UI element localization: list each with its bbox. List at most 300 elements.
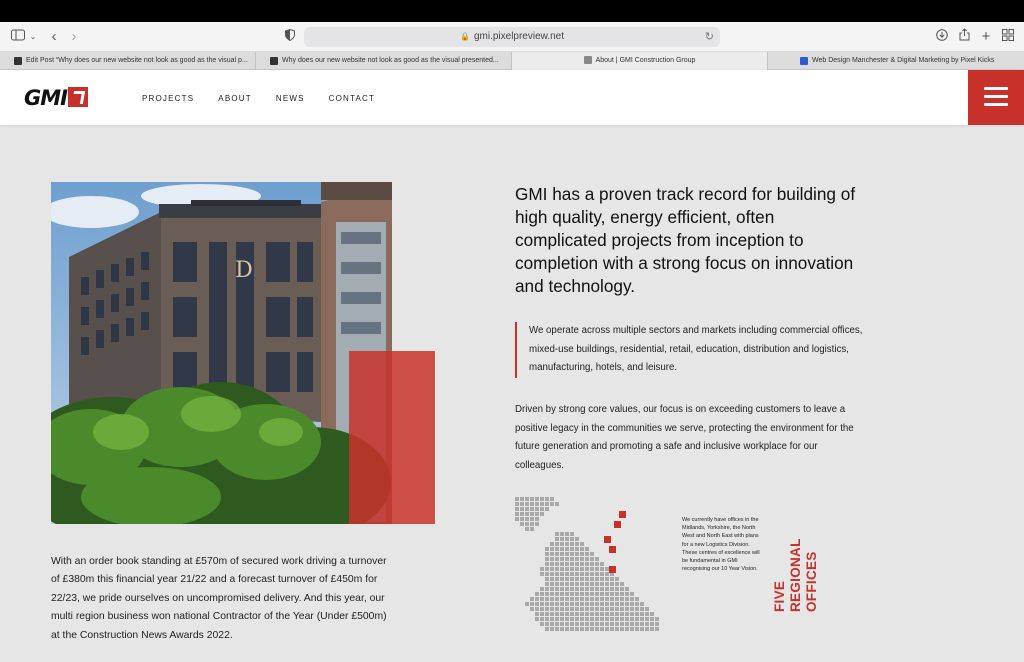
- building-sign-letter: D: [235, 258, 253, 283]
- map-dot: [570, 547, 574, 551]
- main-nav: [142, 94, 375, 103]
- site-header: [0, 70, 1024, 125]
- map-dot: [590, 602, 594, 606]
- map-dot: [620, 627, 624, 631]
- map-dot: [585, 582, 589, 586]
- map-dot: [595, 617, 599, 621]
- map-dot: [605, 607, 609, 611]
- map-dot: [570, 627, 574, 631]
- map-dot: [570, 532, 574, 536]
- map-dot: [550, 612, 554, 616]
- map-dot: [520, 522, 524, 526]
- map-dot: [600, 607, 604, 611]
- map-dot: [570, 537, 574, 541]
- map-dot: [525, 502, 529, 506]
- map-dot: [640, 627, 644, 631]
- map-dot: [530, 602, 534, 606]
- map-dot: [620, 582, 624, 586]
- map-dot: [590, 592, 594, 596]
- map-dot: [570, 572, 574, 576]
- map-dot: [525, 602, 529, 606]
- map-dot: [545, 502, 549, 506]
- building-photo: [51, 182, 392, 524]
- map-dot: [625, 612, 629, 616]
- map-dot: [565, 587, 569, 591]
- map-dot: [550, 577, 554, 581]
- sidebar-icon[interactable]: [10, 28, 26, 46]
- map-dot: [535, 522, 539, 526]
- map-dot: [515, 517, 519, 521]
- map-dot: [610, 627, 614, 631]
- tab-label: Why does our new website not look as good as the visual presented...: [282, 57, 499, 64]
- map-dot: [550, 622, 554, 626]
- map-dot: [590, 557, 594, 561]
- map-dot: [550, 502, 554, 506]
- map-dot: [565, 607, 569, 611]
- logo-mark-icon: [68, 87, 88, 107]
- map-dot: [535, 502, 539, 506]
- map-dot: [590, 567, 594, 571]
- map-dot: [565, 597, 569, 601]
- map-dot: [630, 602, 634, 606]
- map-dot: [575, 562, 579, 566]
- map-dot: [545, 602, 549, 606]
- map-dot: [625, 587, 629, 591]
- map-dot: [565, 612, 569, 616]
- map-dot: [520, 512, 524, 516]
- map-dot: [625, 592, 629, 596]
- map-dot: [555, 557, 559, 561]
- tab-why-does[interactable]: [256, 52, 512, 70]
- map-dot: [545, 507, 549, 511]
- map-dot: [560, 562, 564, 566]
- map-dot: [595, 602, 599, 606]
- map-dot: [545, 627, 549, 631]
- map-dot: [590, 552, 594, 556]
- map-dot: [590, 612, 594, 616]
- map-dot: [585, 552, 589, 556]
- share-icon[interactable]: [957, 28, 971, 46]
- map-dot: [560, 617, 564, 621]
- map-dot: [550, 597, 554, 601]
- map-dot: [570, 617, 574, 621]
- map-dot: [580, 567, 584, 571]
- map-dot: [550, 572, 554, 576]
- map-dot: [530, 517, 534, 521]
- map-dot: [545, 562, 549, 566]
- map-dot: [545, 567, 549, 571]
- map-dot: [520, 517, 524, 521]
- map-dot: [540, 502, 544, 506]
- map-dot: [595, 557, 599, 561]
- map-dot: [610, 597, 614, 601]
- map-dot: [615, 622, 619, 626]
- map-dot: [605, 622, 609, 626]
- map-dot: [615, 592, 619, 596]
- map-dot: [655, 622, 659, 626]
- map-dot: [525, 512, 529, 516]
- map-dot: [595, 622, 599, 626]
- map-dot: [575, 577, 579, 581]
- map-dot: [570, 562, 574, 566]
- map-dot: [650, 617, 654, 621]
- map-dot: [550, 567, 554, 571]
- map-dot: [610, 582, 614, 586]
- map-dot: [595, 572, 599, 576]
- map-dot: [630, 617, 634, 621]
- map-dot: [550, 592, 554, 596]
- nav-about[interactable]: ABOUT: [218, 94, 252, 103]
- map-dot: [540, 592, 544, 596]
- map-dot: [635, 607, 639, 611]
- offices-label: [772, 506, 828, 612]
- map-dot: [640, 617, 644, 621]
- map-dot: [585, 577, 589, 581]
- tab-overview-icon[interactable]: [1000, 28, 1016, 46]
- map-dot: [570, 607, 574, 611]
- map-dot: [570, 582, 574, 586]
- map-dot: [560, 557, 564, 561]
- map-dot: [555, 567, 559, 571]
- map-dot: [550, 497, 554, 501]
- map-dot: [560, 547, 564, 551]
- map-dot: [600, 567, 604, 571]
- map-dot: [635, 602, 639, 606]
- map-dot: [555, 627, 559, 631]
- map-dot: [530, 527, 534, 531]
- map-dot: [620, 622, 624, 626]
- map-dot: [545, 552, 549, 556]
- map-dot: [615, 607, 619, 611]
- map-dot: [625, 617, 629, 621]
- map-dot: [585, 587, 589, 591]
- map-dot: [575, 587, 579, 591]
- map-dot: [545, 547, 549, 551]
- map-dot: [575, 542, 579, 546]
- map-dot: [575, 537, 579, 541]
- new-tab-icon[interactable]: +: [981, 28, 991, 45]
- map-dot: [635, 627, 639, 631]
- map-dot: [555, 542, 559, 546]
- map-dot: [535, 612, 539, 616]
- map-dot: [555, 532, 559, 536]
- pixel-kicks-favicon-icon: [800, 57, 808, 65]
- nav-news[interactable]: NEWS: [275, 94, 305, 103]
- map-dot: [580, 617, 584, 621]
- map-dot: [555, 612, 559, 616]
- map-dot: [530, 502, 534, 506]
- sectors-quote: We operate across multiple sectors and markets including commercial offices, mixed-use buildings, residential, retail, education, distribution and logistics, manufacturing, hotels, and leisure.: [515, 322, 865, 378]
- map-dot: [575, 597, 579, 601]
- address-bar[interactable]: [304, 27, 720, 47]
- map-dot: [580, 607, 584, 611]
- map-dot: [575, 627, 579, 631]
- nav-projects[interactable]: PROJECTS: [142, 94, 195, 103]
- map-dot: [520, 497, 524, 501]
- map-dot: [590, 562, 594, 566]
- map-dot: [585, 572, 589, 576]
- tab-edit-post[interactable]: [0, 52, 256, 70]
- map-dot: [620, 602, 624, 606]
- office-marker: [609, 546, 616, 553]
- map-dot: [570, 552, 574, 556]
- hamburger-icon: [984, 87, 1008, 90]
- map-dot: [545, 592, 549, 596]
- map-dot: [590, 622, 594, 626]
- map-dot: [610, 607, 614, 611]
- map-dot: [610, 612, 614, 616]
- map-dot: [540, 617, 544, 621]
- map-dot: [615, 582, 619, 586]
- map-dot: [560, 592, 564, 596]
- map-dot: [600, 577, 604, 581]
- map-dot: [620, 592, 624, 596]
- map-dot: [540, 507, 544, 511]
- map-dot: [545, 497, 549, 501]
- map-dot: [620, 597, 624, 601]
- map-dot: [615, 612, 619, 616]
- map-dot: [560, 537, 564, 541]
- map-dot: [570, 567, 574, 571]
- map-dot: [600, 602, 604, 606]
- map-dot: [570, 602, 574, 606]
- map-dot: [610, 617, 614, 621]
- map-dot: [570, 587, 574, 591]
- map-dot: [610, 577, 614, 581]
- map-dot: [535, 607, 539, 611]
- map-dot: [625, 627, 629, 631]
- map-dot: [555, 577, 559, 581]
- map-dot: [560, 542, 564, 546]
- reload-icon[interactable]: ↻: [704, 31, 714, 43]
- offices-label-text: FIVE REGIONAL OFFICES: [772, 538, 819, 612]
- map-dot: [550, 562, 554, 566]
- map-dot: [545, 607, 549, 611]
- uk-office-map: [515, 497, 675, 632]
- map-dot: [650, 612, 654, 616]
- map-dot: [590, 587, 594, 591]
- map-dot: [535, 602, 539, 606]
- map-dot: [565, 572, 569, 576]
- map-dot: [620, 617, 624, 621]
- map-dot: [550, 542, 554, 546]
- map-dot: [530, 597, 534, 601]
- map-dot: [555, 597, 559, 601]
- os-top-bar: [0, 0, 1024, 22]
- map-dot: [560, 602, 564, 606]
- map-dot: [575, 607, 579, 611]
- map-dot: [570, 577, 574, 581]
- map-dot: [615, 587, 619, 591]
- map-dot: [535, 512, 539, 516]
- map-dot: [615, 597, 619, 601]
- map-dot: [605, 627, 609, 631]
- map-dot: [640, 612, 644, 616]
- map-dot: [635, 622, 639, 626]
- map-dot: [580, 582, 584, 586]
- map-dot: [565, 542, 569, 546]
- map-dot: [515, 497, 519, 501]
- map-dot: [590, 577, 594, 581]
- tab-label: Web Design Manchester & Digital Marketing by Pixel Kicks: [812, 57, 995, 64]
- map-dot: [565, 627, 569, 631]
- map-dot: [645, 607, 649, 611]
- map-dot: [615, 577, 619, 581]
- map-dot: [540, 602, 544, 606]
- map-dot: [565, 547, 569, 551]
- back-icon[interactable]: ‹: [51, 28, 57, 45]
- map-dot: [630, 592, 634, 596]
- values-paragraph: Driven by strong core values, our focus is on exceeding customers to leave a positive legacy in the communities we serve, protecting the environment for the future generation and promoting a safe and inclusive workplace for our colleagues.: [515, 404, 854, 471]
- map-dot: [560, 587, 564, 591]
- map-dot: [655, 617, 659, 621]
- map-dot: [540, 607, 544, 611]
- map-dot: [600, 627, 604, 631]
- nav-contact[interactable]: CONTACT: [328, 94, 376, 103]
- map-dot: [595, 582, 599, 586]
- map-dot: [590, 597, 594, 601]
- download-icon[interactable]: [935, 28, 949, 46]
- map-dot: [555, 607, 559, 611]
- map-dot: [540, 497, 544, 501]
- map-dot: [630, 627, 634, 631]
- map-dot: [615, 602, 619, 606]
- map-dot: [515, 507, 519, 511]
- map-dot: [560, 577, 564, 581]
- map-dot: [575, 622, 579, 626]
- browser-tab-strip: [0, 52, 1024, 70]
- map-dot: [560, 612, 564, 616]
- map-dot: [640, 607, 644, 611]
- tab-pixel-kicks[interactable]: [768, 52, 1024, 70]
- map-dot: [530, 522, 534, 526]
- map-dot: [635, 617, 639, 621]
- map-dot: [565, 552, 569, 556]
- map-dot: [545, 622, 549, 626]
- map-dot: [605, 602, 609, 606]
- map-dot: [595, 597, 599, 601]
- map-dot: [565, 532, 569, 536]
- map-dot: [615, 627, 619, 631]
- map-dot: [600, 592, 604, 596]
- map-dot: [655, 627, 659, 631]
- map-dot: [585, 627, 589, 631]
- tab-label: Edit Post “Why does our new website not look as good as the visual p...: [26, 57, 248, 64]
- map-dot: [550, 602, 554, 606]
- map-dot: [550, 557, 554, 561]
- map-dot: [525, 497, 529, 501]
- map-dot: [575, 582, 579, 586]
- map-dot: [565, 622, 569, 626]
- map-dot: [625, 607, 629, 611]
- map-dot: [545, 587, 549, 591]
- map-dot: [560, 582, 564, 586]
- uk-dot-map-icon: [515, 497, 675, 632]
- map-dot: [580, 602, 584, 606]
- map-dot: [555, 602, 559, 606]
- map-dot: [545, 577, 549, 581]
- map-dot: [540, 612, 544, 616]
- map-dot: [600, 612, 604, 616]
- map-dot: [580, 622, 584, 626]
- map-dot: [555, 537, 559, 541]
- map-dot: [570, 557, 574, 561]
- map-dot: [545, 557, 549, 561]
- forward-icon[interactable]: ›: [71, 28, 77, 45]
- map-dot: [535, 617, 539, 621]
- map-dot: [625, 622, 629, 626]
- map-dot: [540, 587, 544, 591]
- map-dot: [630, 607, 634, 611]
- map-dot: [520, 507, 524, 511]
- map-dot: [580, 547, 584, 551]
- map-dot: [555, 592, 559, 596]
- map-dot: [600, 597, 604, 601]
- map-dot: [645, 622, 649, 626]
- shield-icon[interactable]: [284, 28, 296, 46]
- map-note: We currently have offices in the Midlands, Yorkshire, the North West and North East with plans for a new Logistics Division. These centres of excellence will be fundamental in GMI recognising our 10 Year Vision.: [682, 517, 760, 573]
- map-dot: [560, 567, 564, 571]
- map-dot: [545, 597, 549, 601]
- map-dot: [570, 542, 574, 546]
- tab-label: About | GMI Construction Group: [595, 57, 696, 64]
- map-dot: [620, 607, 624, 611]
- map-dot: [565, 582, 569, 586]
- map-dot: [630, 612, 634, 616]
- map-dot: [565, 537, 569, 541]
- map-dot: [610, 602, 614, 606]
- map-dot: [650, 627, 654, 631]
- map-dot: [635, 597, 639, 601]
- map-dot: [580, 587, 584, 591]
- chevron-down-icon[interactable]: ⌄: [29, 32, 37, 41]
- map-dot: [525, 527, 529, 531]
- map-dot: [560, 607, 564, 611]
- map-dot: [595, 592, 599, 596]
- tab-about-gmi[interactable]: [512, 52, 768, 70]
- map-dot: [590, 607, 594, 611]
- map-dot: [580, 557, 584, 561]
- map-dot: [535, 507, 539, 511]
- menu-button[interactable]: [968, 70, 1024, 125]
- map-dot: [610, 587, 614, 591]
- map-dot: [555, 562, 559, 566]
- office-marker: [604, 536, 611, 543]
- map-dot: [515, 512, 519, 516]
- map-dot: [560, 552, 564, 556]
- map-dot: [585, 597, 589, 601]
- map-dot: [525, 517, 529, 521]
- map-dot: [570, 597, 574, 601]
- map-dot: [580, 577, 584, 581]
- gmi-logo[interactable]: [24, 87, 88, 109]
- map-dot: [545, 612, 549, 616]
- map-dot: [585, 612, 589, 616]
- wordpress-favicon-icon: [14, 57, 22, 65]
- page-headline: GMI has a proven track record for building of high quality, energy efficient, often complicated projects from inception to completion with a strong focus on innovation and technology.: [515, 184, 856, 296]
- map-dot: [565, 617, 569, 621]
- map-dot: [630, 622, 634, 626]
- map-dot: [575, 602, 579, 606]
- map-dot: [540, 512, 544, 516]
- map-dot: [525, 522, 529, 526]
- map-dot: [555, 617, 559, 621]
- map-dot: [560, 532, 564, 536]
- map-dot: [600, 562, 604, 566]
- map-dot: [545, 582, 549, 586]
- map-dot: [580, 542, 584, 546]
- map-dot: [600, 582, 604, 586]
